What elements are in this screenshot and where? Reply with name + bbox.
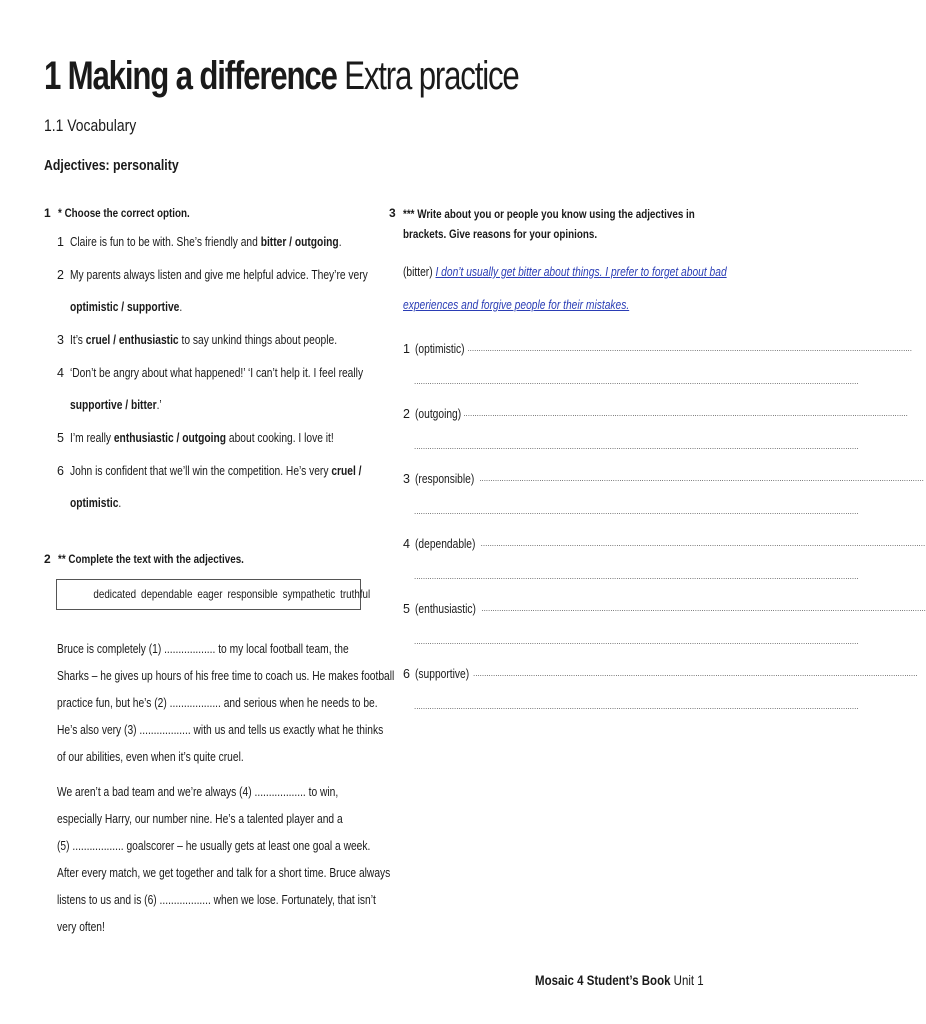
example-line bbox=[403, 289, 679, 321]
item-label: (optimistic) bbox=[415, 342, 465, 356]
exercise-3-item bbox=[403, 398, 908, 430]
item-text-part: . bbox=[179, 300, 183, 314]
example-answer: I don’t usually get bitter about things. I prefer to forget about bad bbox=[435, 265, 727, 279]
answer-line-row bbox=[414, 561, 859, 593]
item-label: (outgoing) bbox=[415, 407, 462, 421]
exercise-3-item bbox=[403, 528, 926, 560]
answer-line: ........................................................................................................................................................................................................ bbox=[414, 702, 859, 711]
exercise-1-item bbox=[57, 324, 377, 356]
exercise-1-heading bbox=[44, 204, 364, 224]
item-number: 4 bbox=[57, 366, 64, 380]
paragraph-line bbox=[57, 636, 413, 663]
title-normal: Extra practice bbox=[344, 54, 519, 98]
word-box bbox=[56, 579, 371, 610]
item-label: (enthusiastic) bbox=[415, 602, 476, 616]
word-box-word: dependable bbox=[140, 587, 193, 601]
item-number: 5 bbox=[57, 431, 64, 445]
footer-book-title: Mosaic 4 Student’s Book bbox=[535, 972, 671, 988]
exercise-number: 3 bbox=[389, 206, 396, 220]
exercise-instruction-line: brackets. Give reasons for your opinions. bbox=[403, 227, 598, 241]
footer-unit: Unit 1 bbox=[674, 972, 704, 988]
item-options: optimistic / supportive bbox=[70, 300, 180, 314]
exercise-2-heading bbox=[44, 550, 364, 570]
item-number: 1 bbox=[57, 235, 64, 249]
item-number: 6 bbox=[403, 667, 410, 681]
paragraph-text: of our abilities, even when it’s quite cruel. bbox=[57, 750, 244, 764]
paragraph-line bbox=[57, 914, 115, 941]
answer-line-row bbox=[414, 496, 859, 528]
paragraph-text: Sharks – he gives up hours of his free time to coach us. He makes football bbox=[57, 669, 395, 683]
item-text-part: . bbox=[118, 496, 122, 510]
page-title bbox=[44, 52, 652, 100]
item-line bbox=[70, 389, 182, 421]
answer-line: ........................................................................................................................................................................................................ bbox=[473, 669, 918, 678]
item-text-part: . bbox=[338, 235, 342, 249]
subheading bbox=[44, 157, 208, 174]
item-text-part: Claire is fun to be with. She’s friendly and bbox=[70, 235, 261, 249]
paragraph-text: practice fun, but he’s (2) .................. and serious when he needs to be. bbox=[57, 696, 378, 710]
exercise-1-item bbox=[57, 259, 377, 323]
answer-line-row bbox=[414, 691, 859, 723]
paragraph-line bbox=[57, 860, 463, 887]
item-text-part: I’m really bbox=[70, 431, 114, 445]
exercise-3-item bbox=[403, 333, 912, 365]
answer-line: ........................................................................................................................................................................................................ bbox=[414, 377, 859, 386]
answer-line-row bbox=[414, 626, 859, 658]
word-box-word: dedicated bbox=[93, 587, 137, 601]
word-box-word: sympathetic bbox=[282, 587, 336, 601]
answer-line: ........................................................................................................................................................................................................ bbox=[481, 604, 926, 613]
exercise-1-item bbox=[57, 455, 377, 519]
item-line bbox=[70, 226, 401, 258]
footer bbox=[498, 972, 704, 988]
title-bold: 1 Making a difference bbox=[44, 54, 337, 98]
item-text-part: to say unkind things about people. bbox=[178, 333, 338, 347]
item-text bbox=[70, 226, 342, 258]
item-line bbox=[70, 487, 133, 519]
word-box-word: eager bbox=[197, 587, 223, 601]
item-line bbox=[70, 291, 207, 323]
item-line bbox=[70, 324, 396, 356]
item-text bbox=[70, 291, 182, 323]
answer-line: ........................................................................................................................................................................................................ bbox=[463, 409, 908, 418]
exercise-instruction: * Choose the correct option. bbox=[58, 206, 190, 220]
item-options: supportive / bitter bbox=[70, 398, 157, 412]
exercise-1-item bbox=[57, 422, 377, 454]
item-number: 5 bbox=[403, 602, 410, 616]
exercise-3-heading bbox=[389, 204, 719, 244]
item-number: 2 bbox=[403, 407, 410, 421]
exercise-number: 2 bbox=[44, 552, 51, 566]
item-number: 1 bbox=[403, 342, 410, 356]
item-options: cruel / enthusiastic bbox=[85, 333, 179, 347]
example-text bbox=[403, 256, 727, 288]
item-text-part: about cooking. I love it! bbox=[226, 431, 334, 445]
item-text-part: John is confident that we’ll win the competition. He’s very bbox=[70, 464, 332, 478]
item-text bbox=[70, 259, 368, 291]
item-options: bitter / outgoing bbox=[260, 235, 339, 249]
item-text-part: My parents always listen and give me helpful advice. They’re very bbox=[70, 268, 368, 282]
item-text bbox=[70, 324, 337, 356]
paragraph-text: especially Harry, our number nine. He’s a talented player and a bbox=[57, 812, 343, 826]
item-text-part: .’ bbox=[156, 398, 162, 412]
subheading-text: Adjectives: personality bbox=[44, 157, 179, 174]
item-options: enthusiastic / outgoing bbox=[113, 431, 227, 445]
item-options: optimistic bbox=[70, 496, 119, 510]
item-text-part: It’s bbox=[70, 333, 86, 347]
paragraph-line bbox=[57, 833, 439, 860]
example-line bbox=[403, 256, 798, 288]
item-line bbox=[70, 455, 426, 487]
item-label: (supportive) bbox=[415, 667, 470, 681]
paragraph-line bbox=[57, 779, 400, 806]
paragraph-line bbox=[57, 887, 446, 914]
item-number: 3 bbox=[57, 333, 64, 347]
answer-line: ........................................................................................................................................................................................................ bbox=[414, 442, 859, 451]
word-box-word: truthful bbox=[340, 587, 371, 601]
paragraph-line bbox=[57, 717, 455, 744]
item-text bbox=[70, 422, 334, 454]
example-text bbox=[403, 289, 629, 321]
paragraph-text: (5) .................. goalscorer – he usually gets at least one goal a week. bbox=[57, 839, 371, 853]
paragraph-line bbox=[57, 806, 405, 833]
item-label: (dependable) bbox=[415, 537, 476, 551]
answer-line: ........................................................................................................................................................................................................ bbox=[414, 637, 859, 646]
item-line bbox=[70, 422, 392, 454]
paragraph-text: We aren’t a bad team and we’re always (4) .................. to win, bbox=[57, 785, 339, 799]
exercise-3-item bbox=[403, 463, 924, 495]
item-number: 4 bbox=[403, 537, 410, 551]
item-line bbox=[70, 259, 436, 291]
example-label: (bitter) bbox=[403, 265, 436, 279]
paragraph-text: listens to us and is (6) .................. when we lose. Fortunately, that isn’t bbox=[57, 893, 376, 907]
exercise-1-item bbox=[57, 357, 377, 421]
item-text-part: ‘Don’t be angry about what happened!’ ‘I can’t help it. I feel really bbox=[70, 366, 364, 380]
answer-line-row bbox=[414, 366, 859, 398]
item-text bbox=[70, 389, 162, 421]
answer-line: ........................................................................................................................................................................................................ bbox=[479, 474, 924, 483]
answer-line: ........................................................................................................................................................................................................ bbox=[467, 344, 912, 353]
answer-line: ........................................................................................................................................................................................................ bbox=[414, 507, 859, 516]
paragraph-text: He’s also very (3) .................. with us and tells us exactly what he thinks bbox=[57, 723, 384, 737]
item-number: 6 bbox=[57, 464, 64, 478]
answer-line: ........................................................................................................................................................................................................ bbox=[480, 539, 926, 548]
paragraph-text: After every match, we get together and talk for a short time. Bruce always bbox=[57, 866, 391, 880]
exercise-3-item bbox=[403, 593, 926, 625]
paragraph-line bbox=[57, 744, 285, 771]
answer-line: ........................................................................................................................................................................................................ bbox=[414, 572, 859, 581]
exercise-3-item bbox=[403, 658, 918, 690]
exercise-instruction: ** Complete the text with the adjectives. bbox=[58, 552, 244, 566]
paragraph-text: Bruce is completely (1) .................. to my local football team, the bbox=[57, 642, 349, 656]
exercise-1-item bbox=[57, 226, 377, 258]
exercise-number: 1 bbox=[44, 206, 51, 220]
answer-line-row bbox=[414, 431, 859, 463]
word-box-word: responsible bbox=[227, 587, 278, 601]
paragraph-text: very often! bbox=[57, 920, 105, 934]
item-text bbox=[70, 357, 363, 389]
exercise-instruction-line: *** Write about you or people you know using the adjectives in bbox=[403, 207, 695, 221]
item-number: 2 bbox=[57, 268, 64, 282]
item-label: (responsible) bbox=[415, 472, 475, 486]
item-line bbox=[70, 357, 427, 389]
item-text bbox=[70, 487, 121, 519]
paragraph-line bbox=[57, 690, 448, 717]
item-options: cruel / bbox=[331, 464, 362, 478]
example-answer: experiences and forgive people for their mistakes. bbox=[403, 298, 630, 312]
item-number: 3 bbox=[403, 472, 410, 486]
section-heading bbox=[44, 116, 156, 136]
item-text bbox=[70, 455, 362, 487]
section-text: 1.1 Vocabulary bbox=[44, 116, 137, 135]
